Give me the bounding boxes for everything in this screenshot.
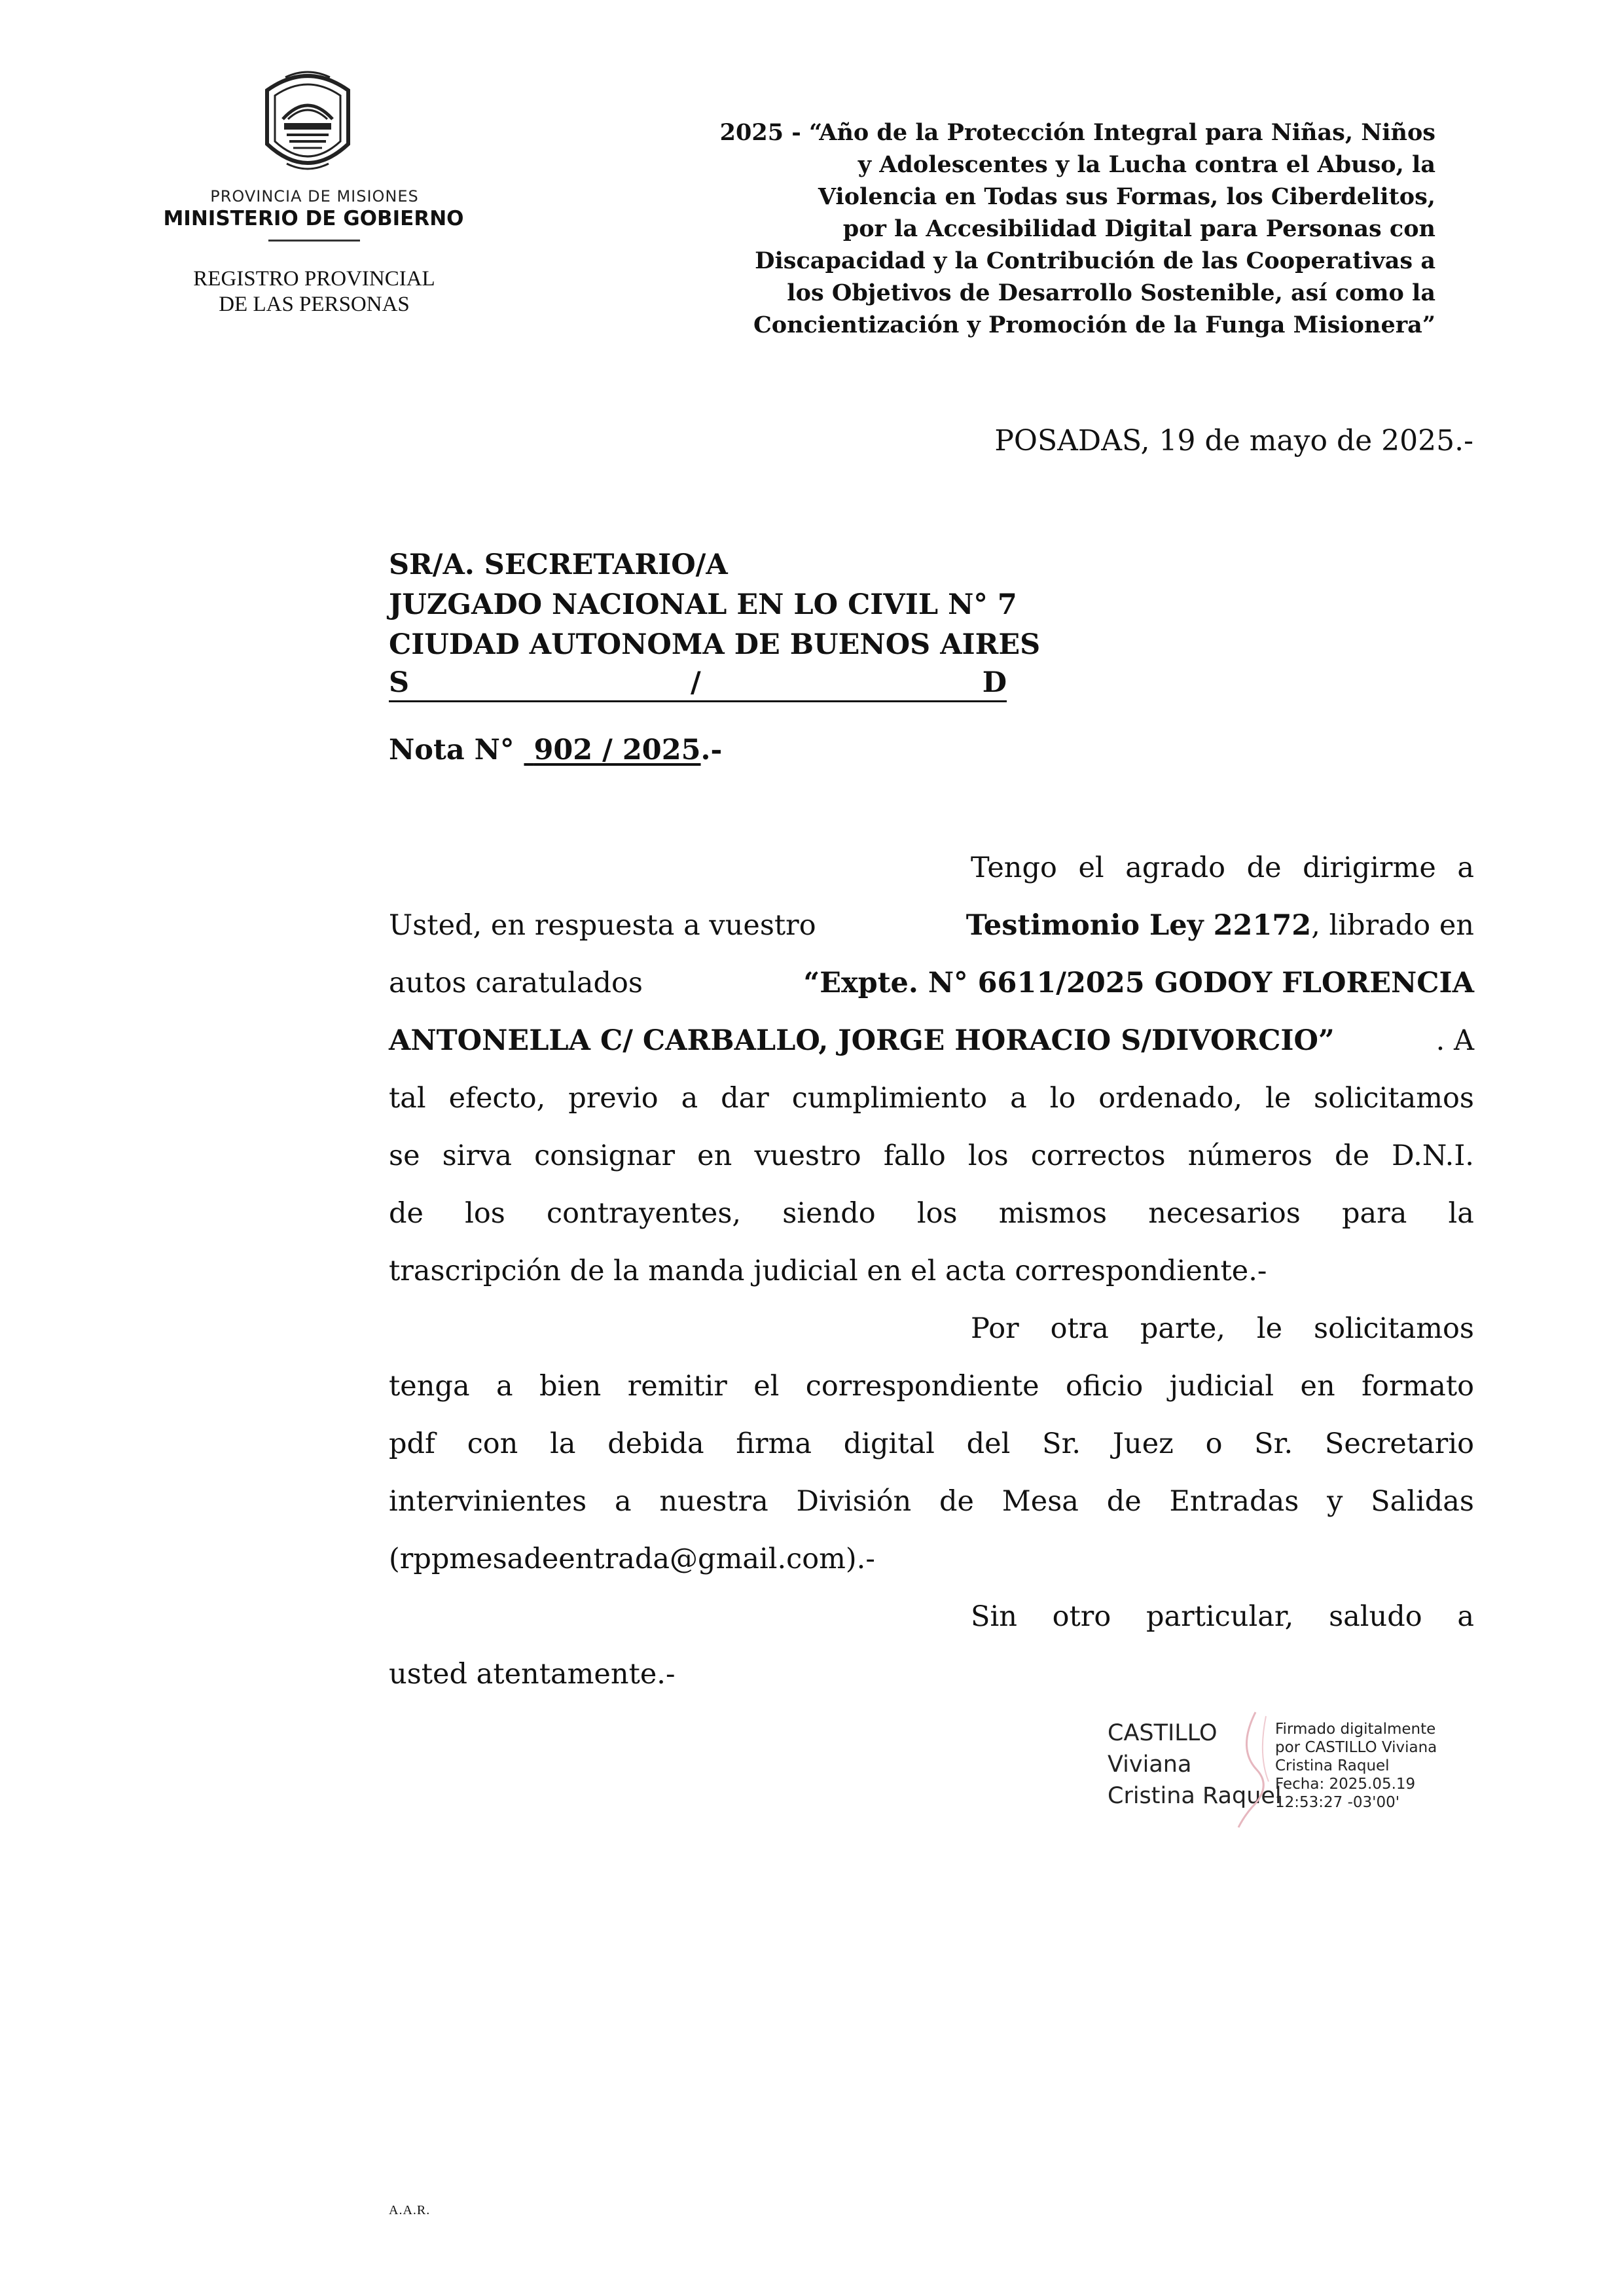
- sd-d: D: [982, 666, 1007, 699]
- body-line: trascripción de la manda judicial en el acta correspondiente.-: [389, 1255, 1267, 1287]
- sd-slash: /: [691, 666, 701, 699]
- motto-line: 2025 - “Año de la Protección Integral para Niñas, Niños: [719, 119, 1435, 146]
- typist-initials: A.A.R.: [389, 2203, 431, 2217]
- registry-name-line2: DE LAS PERSONAS: [219, 293, 410, 316]
- province-name: PROVINCIA DE MISIONES: [210, 187, 419, 206]
- body-line: usted atentamente.-: [389, 1658, 676, 1691]
- ministry-name: MINISTERIO DE GOBIERNO: [163, 207, 464, 230]
- contact-email: (rppmesadeentrada@gmail.com).-: [389, 1543, 875, 1575]
- body-line: tal efecto, previo a dar cumplimiento a lo ordenado, le solicitamos: [389, 1082, 1474, 1115]
- recipient-line: SR/A. SECRETARIO/A: [389, 548, 728, 581]
- year-motto: [598, 117, 1435, 341]
- motto-line: los Objetivos de Desarrollo Sostenible, así como la: [787, 279, 1435, 306]
- digital-signature-mark-icon: [1232, 1710, 1278, 1830]
- motto-line: Discapacidad y la Contribución de las Cooperativas a: [755, 247, 1435, 274]
- registry-name-line1: REGISTRO PROVINCIAL: [193, 267, 435, 291]
- sd-underline: [389, 665, 1007, 702]
- signature-metadata: Firmado digitalmente por CASTILLO Viviana Cristina Raquel Fecha: 2025.05.19 12:53:27 -03'00': [1275, 1721, 1437, 1811]
- note-number-value: 902 / 2025: [533, 734, 701, 766]
- document-date: POSADAS, 19 de mayo de 2025.-: [994, 424, 1473, 457]
- recipient-line: JUZGADO NACIONAL EN LO CIVIL N° 7: [389, 588, 1017, 621]
- sd-s: S: [389, 666, 410, 699]
- provincial-seal-logo: [254, 65, 361, 181]
- body-line: Tengo el agrado de dirigirme a: [971, 852, 1474, 884]
- note-label: Nota N°: [389, 734, 514, 766]
- motto-line: y Adolescentes y la Lucha contra el Abuso, la: [857, 151, 1435, 178]
- body-line: Usted, en respuesta a vuestro Testimonio Ley 22172, librado en: [389, 909, 1474, 942]
- letterhead-divider: [268, 240, 360, 242]
- recipient-line: CIUDAD AUTONOMA DE BUENOS AIRES: [389, 628, 1041, 661]
- signer-name: CASTILLO Viviana Cristina Raquel: [1108, 1720, 1282, 1809]
- recipient-block: [389, 545, 1040, 702]
- motto-line: Concientización y Promoción de la Funga Misionera”: [753, 312, 1435, 338]
- body-line: Sin otro particular, saludo a: [971, 1600, 1474, 1633]
- testimonio-reference: Testimonio Ley 22172: [965, 909, 1312, 942]
- body-line: ANTONELLA C/ CARBALLO, JORGE HORACIO S/DIVORCIO” . A: [389, 1020, 1474, 1078]
- body-line: Por otra parte, le solicitamos: [971, 1312, 1474, 1345]
- motto-line: por la Accesibilidad Digital para Personas con: [842, 215, 1435, 242]
- body-line: de los contrayentes, siendo los mismos necesarios para la: [389, 1197, 1474, 1230]
- note-suffix: .-: [700, 734, 723, 766]
- letter-body: [389, 848, 1474, 1712]
- case-title-part1: “Expte. N° 6611/2025 GODOY FLORENCIA: [803, 967, 1474, 999]
- body-line: autos caratulados “Expte. N° 6611/2025 GODOY FLORENCIA: [389, 963, 1474, 1020]
- body-line: tenga a bien remitir el correspondiente oficio judicial en formato: [389, 1370, 1474, 1403]
- body-line: pdf con la debida firma digital del Sr. Juez o Sr. Secretario: [389, 1427, 1474, 1460]
- case-title-part2: ANTONELLA C/ CARBALLO, JORGE HORACIO S/DIVORCIO”: [389, 1024, 1335, 1057]
- motto-line: Violencia en Todas sus Formas, los Ciberdelitos,: [818, 183, 1435, 210]
- body-line: intervinientes a nuestra División de Mesa de Entradas y Salidas: [389, 1485, 1474, 1518]
- body-line: se sirva consignar en vuestro fallo los correctos números de D.N.I.: [389, 1139, 1474, 1172]
- note-number: [389, 734, 722, 766]
